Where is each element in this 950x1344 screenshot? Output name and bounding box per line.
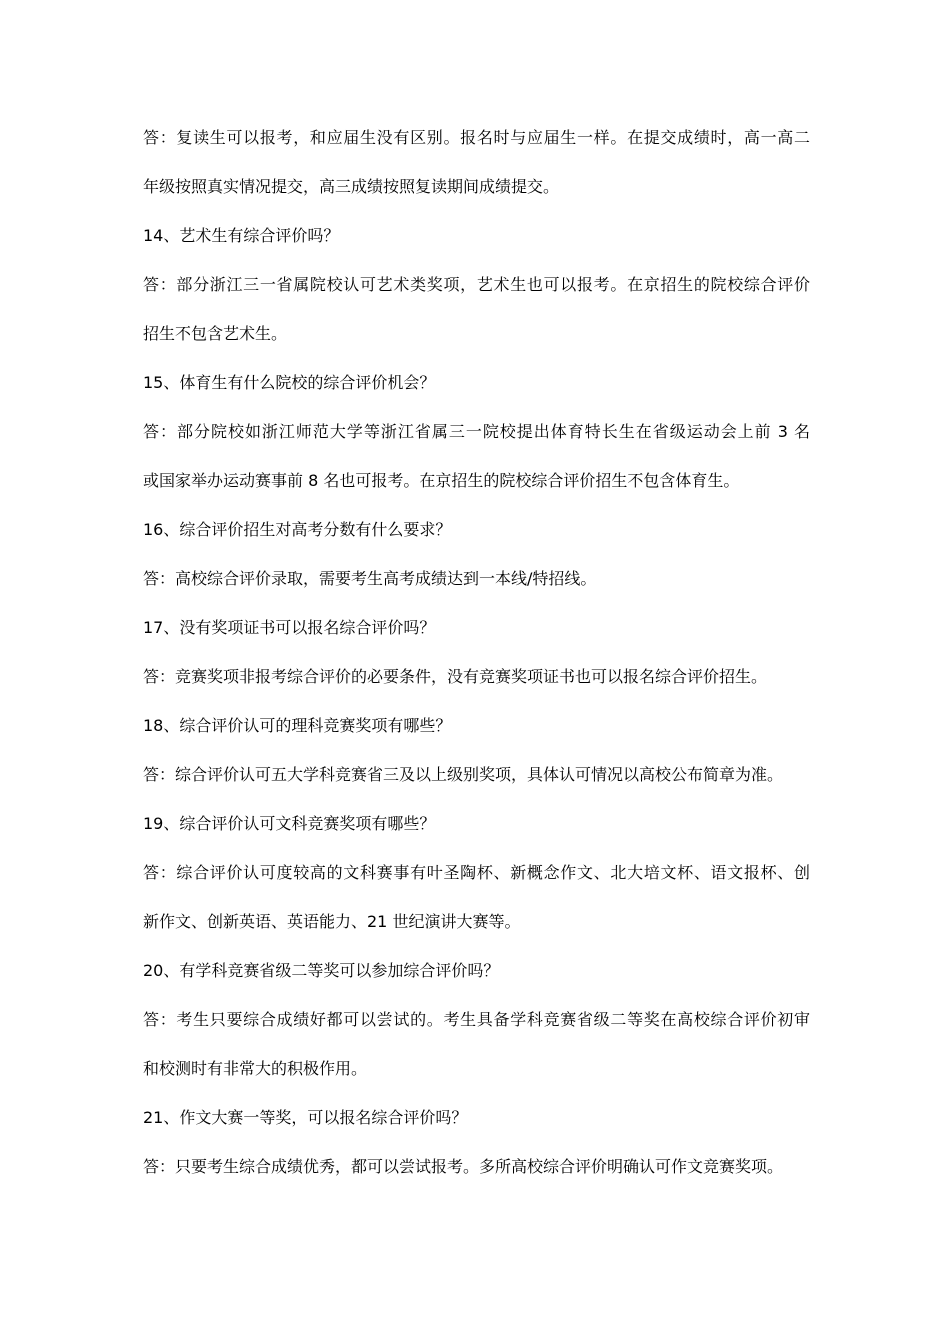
answer-14-line-2: 招生不包含艺术生。 <box>143 324 288 343</box>
question-15: 15、体育生有什么院校的综合评价机会？ <box>143 373 436 392</box>
answer-20-line-1: 答：考生只要综合成绩好都可以尝试的。考生具备学科竞赛省级二等奖在高校综合评价初审 <box>143 1010 810 1029</box>
question-18: 18、综合评价认可的理科竞赛奖项有哪些？ <box>143 716 452 735</box>
answer-15-line-2: 或国家举办运动赛事前 8 名也可报考。在京招生的院校综合评价招生不包含体育生。 <box>143 471 740 490</box>
answer-18: 答：综合评价认可五大学科竞赛省三及以上级别奖项，具体认可情况以高校公布简章为准。 <box>143 765 784 784</box>
question-20: 20、有学科竞赛省级二等奖可以参加综合评价吗？ <box>143 961 500 980</box>
answer-14-line-1: 答：部分浙江三一省属院校认可艺术类奖项，艺术生也可以报考。在京招生的院校综合评价 <box>143 275 810 294</box>
answer-15-line-1: 答：部分院校如浙江师范大学等浙江省属三一院校提出体育特长生在省级运动会上前 3 名 <box>143 422 810 441</box>
question-14: 14、艺术生有综合评价吗？ <box>143 226 340 245</box>
answer-19-line-2: 新作文、创新英语、英语能力、21 世纪演讲大赛等。 <box>143 912 521 931</box>
question-16: 16、综合评价招生对高考分数有什么要求？ <box>143 520 452 539</box>
question-17: 17、没有奖项证书可以报名综合评价吗？ <box>143 618 436 637</box>
answer-13-line-1: 答：复读生可以报考，和应届生没有区别。报名时与应届生一样。在提交成绩时，高一高二 <box>143 128 810 147</box>
question-21: 21、作文大赛一等奖，可以报名综合评价吗？ <box>143 1108 468 1127</box>
answer-21: 答：只要考生综合成绩优秀，都可以尝试报考。多所高校综合评价明确认可作文竞赛奖项。 <box>143 1157 784 1176</box>
answer-17: 答：竞赛奖项非报考综合评价的必要条件，没有竞赛奖项证书也可以报名综合评价招生。 <box>143 667 768 686</box>
answer-16: 答：高校综合评价录取，需要考生高考成绩达到一本线/特招线。 <box>143 569 597 588</box>
question-19: 19、综合评价认可文科竞赛奖项有哪些？ <box>143 814 436 833</box>
answer-13-line-2: 年级按照真实情况提交，高三成绩按照复读期间成绩提交。 <box>143 177 560 196</box>
answer-19-line-1: 答：综合评价认可度较高的文科赛事有叶圣陶杯、新概念作文、北大培文杯、语文报杯、创 <box>143 863 810 882</box>
answer-20-line-2: 和校测时有非常大的积极作用。 <box>143 1059 368 1078</box>
